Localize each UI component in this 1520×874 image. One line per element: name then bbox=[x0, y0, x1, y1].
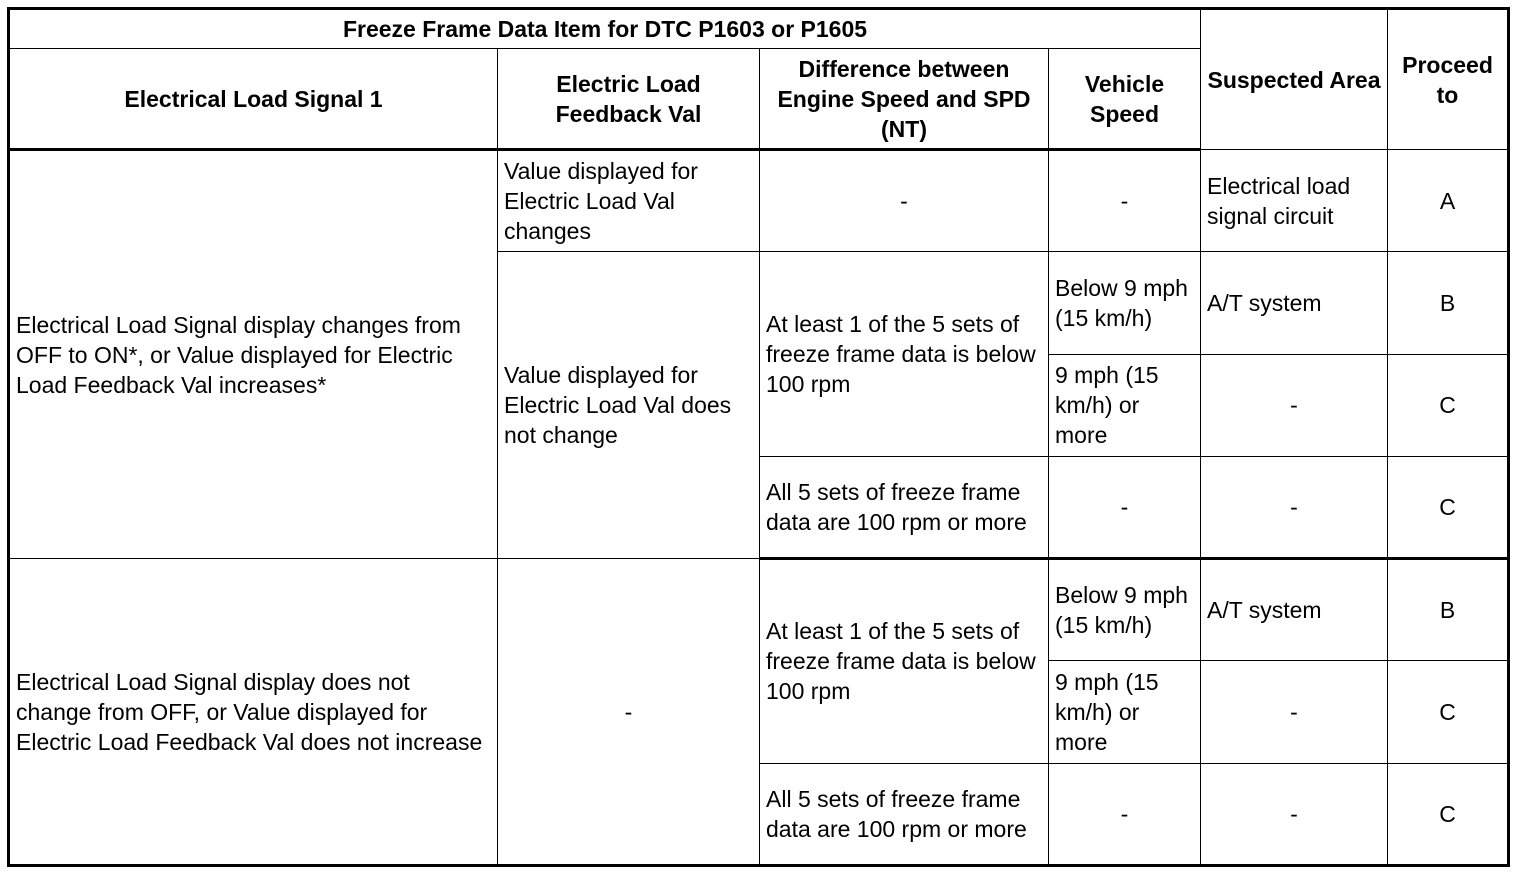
feedback-cell: Value displayed for Electric Load Val changes bbox=[498, 150, 760, 252]
proceed-to-cell: C bbox=[1388, 354, 1509, 456]
suspected-area-cell: - bbox=[1201, 661, 1388, 763]
difference-cell: At least 1 of the 5 sets of freeze frame data is below 100 rpm bbox=[760, 252, 1049, 457]
proceed-to-cell: A bbox=[1388, 150, 1509, 252]
freeze-frame-group-header: Freeze Frame Data Item for DTC P1603 or P1605 bbox=[9, 9, 1201, 49]
vehicle-speed-cell: - bbox=[1049, 763, 1201, 865]
difference-cell: At least 1 of the 5 sets of freeze frame data is below 100 rpm bbox=[760, 559, 1049, 764]
table-row bbox=[9, 150, 1509, 252]
electrical-load-signal-cell: Electrical Load Signal display does not change from OFF, or Value displayed for Electric Load Feedback Val does not increase bbox=[9, 559, 498, 866]
electrical-load-signal-header: Electrical Load Signal 1 bbox=[9, 49, 498, 150]
difference-cell: All 5 sets of freeze frame data are 100 rpm or more bbox=[760, 456, 1049, 558]
vehicle-speed-cell: - bbox=[1049, 456, 1201, 558]
suspected-area-cell: - bbox=[1201, 763, 1388, 865]
proceed-to-cell: B bbox=[1388, 559, 1509, 661]
feedback-cell: Value displayed for Electric Load Val does not change bbox=[498, 252, 760, 559]
suspected-area-cell: - bbox=[1201, 456, 1388, 558]
electrical-load-signal-cell: Electrical Load Signal display changes from OFF to ON*, or Value displayed for Electric Load Feedback Val increases* bbox=[9, 150, 498, 559]
suspected-area-header: Suspected Area bbox=[1201, 9, 1388, 150]
speed-difference-header: Difference between Engine Speed and SPD (NT) bbox=[760, 49, 1049, 150]
vehicle-speed-cell: Below 9 mph (15 km/h) bbox=[1049, 252, 1201, 354]
electric-load-feedback-header: Electric Load Feedback Val bbox=[498, 49, 760, 150]
vehicle-speed-cell: 9 mph (15 km/h) or more bbox=[1049, 661, 1201, 763]
feedback-cell: - bbox=[498, 559, 760, 866]
difference-cell: All 5 sets of freeze frame data are 100 rpm or more bbox=[760, 763, 1049, 865]
proceed-to-cell: C bbox=[1388, 661, 1509, 763]
vehicle-speed-header: Vehicle Speed bbox=[1049, 49, 1201, 150]
vehicle-speed-cell: - bbox=[1049, 150, 1201, 252]
suspected-area-cell: A/T system bbox=[1201, 559, 1388, 661]
table-row bbox=[9, 559, 1509, 661]
vehicle-speed-cell: 9 mph (15 km/h) or more bbox=[1049, 354, 1201, 456]
proceed-to-cell: C bbox=[1388, 763, 1509, 865]
proceed-to-cell: B bbox=[1388, 252, 1509, 354]
vehicle-speed-cell: Below 9 mph (15 km/h) bbox=[1049, 559, 1201, 661]
proceed-to-header: Proceed to bbox=[1388, 9, 1509, 150]
suspected-area-cell: - bbox=[1201, 354, 1388, 456]
suspected-area-cell: Electrical load signal circuit bbox=[1201, 150, 1388, 252]
freeze-frame-table bbox=[7, 7, 1510, 867]
suspected-area-cell: A/T system bbox=[1201, 252, 1388, 354]
difference-cell: - bbox=[760, 150, 1049, 252]
proceed-to-cell: C bbox=[1388, 456, 1509, 558]
